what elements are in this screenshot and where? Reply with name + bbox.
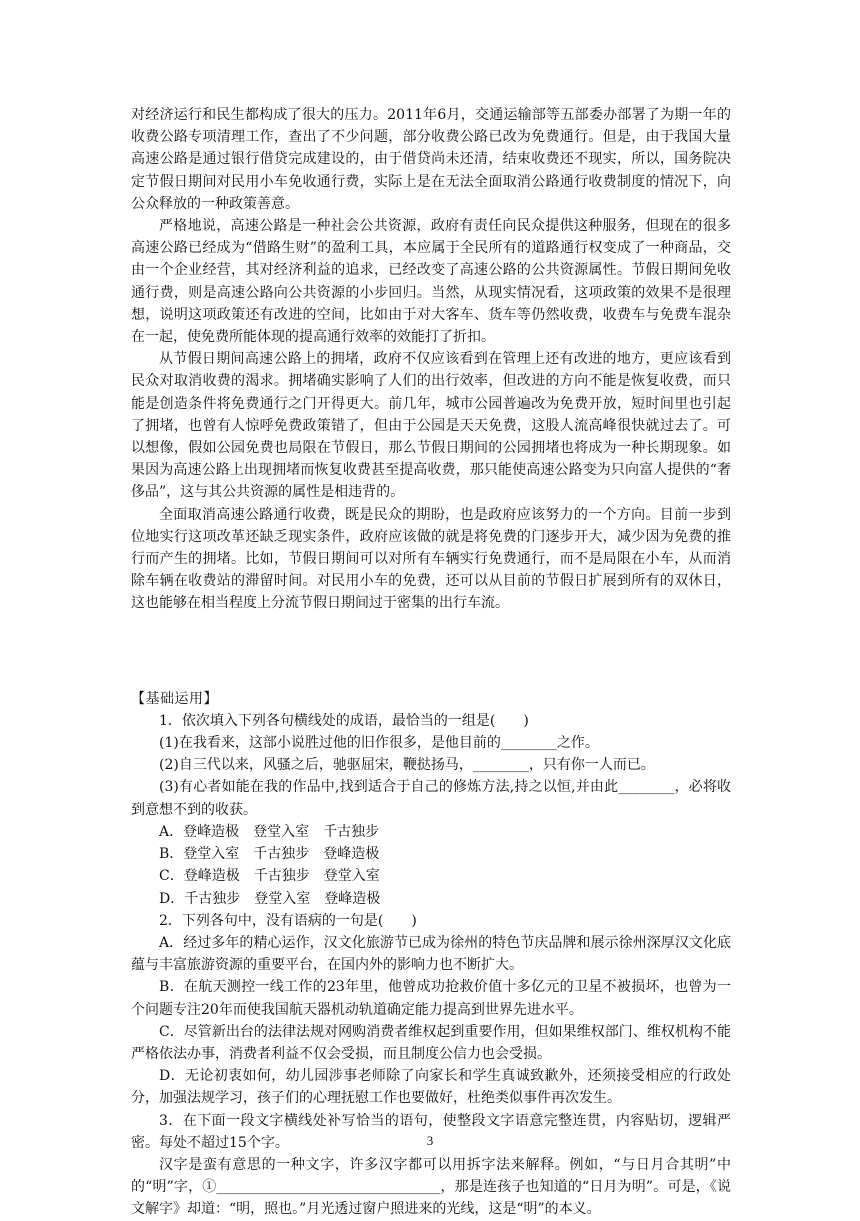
passage-paragraph-3: 从节假日期间高速公路上的拥堵，政府不仅应该看到在管理上还有改进的地方，更应该看到民众对取消收费的渴求。拥堵确实影响了人们的出行效率，但改进的方向不能是恢复收费，而只能是创造条件将免费通行之门开得更大。前几年，城市公园普遍改为免费开放，短时间里也引起了拥堵，也曾有人惊呼免费政策错了，但由于公园是天天免费，这股人流高峰很快就过去了。可以想像，假如公园免费也局限在节假日，那么节假日期间的公园拥堵也将成为一种长期现象。如果因为高速公路上出现拥堵而恢复收费甚至提高收费，那只能使高速公路变为只向富人提供的“奢侈品”，这与其公共资源的属性是相违背的。 <box>131 351 731 501</box>
question-1-option-c: C．登峰造极 千古独步 登堂入室 <box>159 868 380 885</box>
question-3-stem: 3．在下面一段文字横线处补写恰当的语句，使整段文字语意完整连贯，内容贴切，逻辑严密。每处不超过15个字。 <box>131 1112 731 1151</box>
question-2-option-d: D．无论初衷如何，幼儿园涉事老师除了向家长和学生真诚致歉外，还须接受相应的行政处分，加强法规学习，孩子们的心理抚慰工作也要做好，杜绝类似事件再次发生。 <box>131 1068 731 1107</box>
passage-paragraph-1: 对经济运行和民生都构成了很大的压力。2011年6月，交通运输部等五部委办部署了为期一年的收费公路专项清理工作，查出了不少问题，部分收费公路已改为免费通行。但是，由于我国大量高速公路是通过银行借贷完成建设的，由于借贷尚未还清，结束收费还不现实，所以，国务院决定节假日期间对民用小车免收通行费，实际上是在无法全面取消公路通行收费制度的情况下，向公众释放的一种政策善意。 <box>131 107 731 212</box>
question-1 <box>131 710 731 910</box>
question-1-stem: 1．依次填入下列各句横线处的成语，最恰当的一组是( ) <box>159 712 529 729</box>
question-1-sentence-2: (2)自三代以来，风骚之后，驰驱屈宋，鞭挞扬马，________，只有你一人而已。 <box>159 757 655 774</box>
page-number: 3 <box>426 1133 434 1148</box>
question-3 <box>131 1110 731 1221</box>
question-2-option-b: B．在航天测控一线工作的23年里，他曾成功抢救价值十多亿元的卫星不被损坏，也曾为一个问题专注20年而使我国航天器机动轨道确定能力提高到世界先进水平。 <box>131 979 731 1018</box>
question-2 <box>131 910 731 1110</box>
passage-paragraph-2: 严格地说，高速公路是一种社会公共资源，政府有责任向民众提供这种服务，但现在的很多高速公路已经成为“借路生财”的盈利工具，本应属于全民所有的道路通行权变成了一种商品，交由一个企业经营，其对经济利益的追求，已经改变了高速公路的公共资源属性。节假日期间免收通行费，则是高速公路向公共资源的小步回归。当然，从现实情况看，这项政策的效果不是很理想，说明这项政策还有改进的空间，比如由于对大客车、货车等仍然收费，收费车与免费车混杂在一起，使免费所能体现的提高通行效率的效能打了折扣。 <box>131 218 731 346</box>
section-spacer <box>131 615 731 688</box>
section-title: 【基础运用】 <box>131 690 218 707</box>
question-1-sentence-1: (1)在我看来，这部小说胜过他的旧作很多，是他目前的________之作。 <box>159 735 599 752</box>
question-2-stem: 2．下列各句中，没有语病的一句是( ) <box>159 912 417 929</box>
question-2-option-a: A．经过多年的精心运作，汉文化旅游节已成为徐州的特色节庆品牌和展示徐州深厚汉文化底蕴与丰富旅游资源的重要平台，在国内外的影响力也不断扩大。 <box>131 934 731 974</box>
question-1-sentence-3: (3)有心者如能在我的作品中,找到适合于自己的修炼方法,持之以恒,并由此________，必将收到意想不到的收获。 <box>131 779 731 818</box>
question-1-option-b: B．登堂入室 千古独步 登峰造极 <box>159 846 380 863</box>
question-2-option-c: C．尽管新出台的法律法规对网购消费者维权起到重要作用，但如果维权部门、维权机构不能严格依法办事，消费者利益不仅会受损，而且制度公信力也会受损。 <box>131 1023 731 1062</box>
page-content <box>131 104 731 1221</box>
passage-paragraph-4: 全面取消高速公路通行收费，既是民众的期盼，也是政府应该努力的一个方向。目前一步到位地实行这项改革还缺乏现实条件，政府应该做的就是将免费的门逐步开大，减少因为免费的推行而产生的拥堵。比如，节假日期间可以对所有车辆实行免费通行，而不是局限在小车，从而消除车辆在收费站的滞留时间。对民用小车的免费，还可以从目前的节假日扩展到所有的双休日，这也能够在相当程度上分流节假日期间过于密集的出行车流。 <box>131 506 731 612</box>
question-3-text: 汉字是蛮有意思的一种文字，许多汉字都可以用拆字法来解释。例如，“与日月合其明”中的“明”字，①________________________________，那是连孩子也知道的“日月为明”。可是，《说文解字》却道：“明，照也。”月光透过窗户照进来的光线，这是“明”的本义。 <box>131 1156 731 1218</box>
question-1-option-d: D．千古独步 登堂入室 登峰造极 <box>159 890 381 907</box>
question-1-option-a: A．登峰造极 登堂入室 千古独步 <box>159 823 380 840</box>
passage <box>131 104 731 615</box>
